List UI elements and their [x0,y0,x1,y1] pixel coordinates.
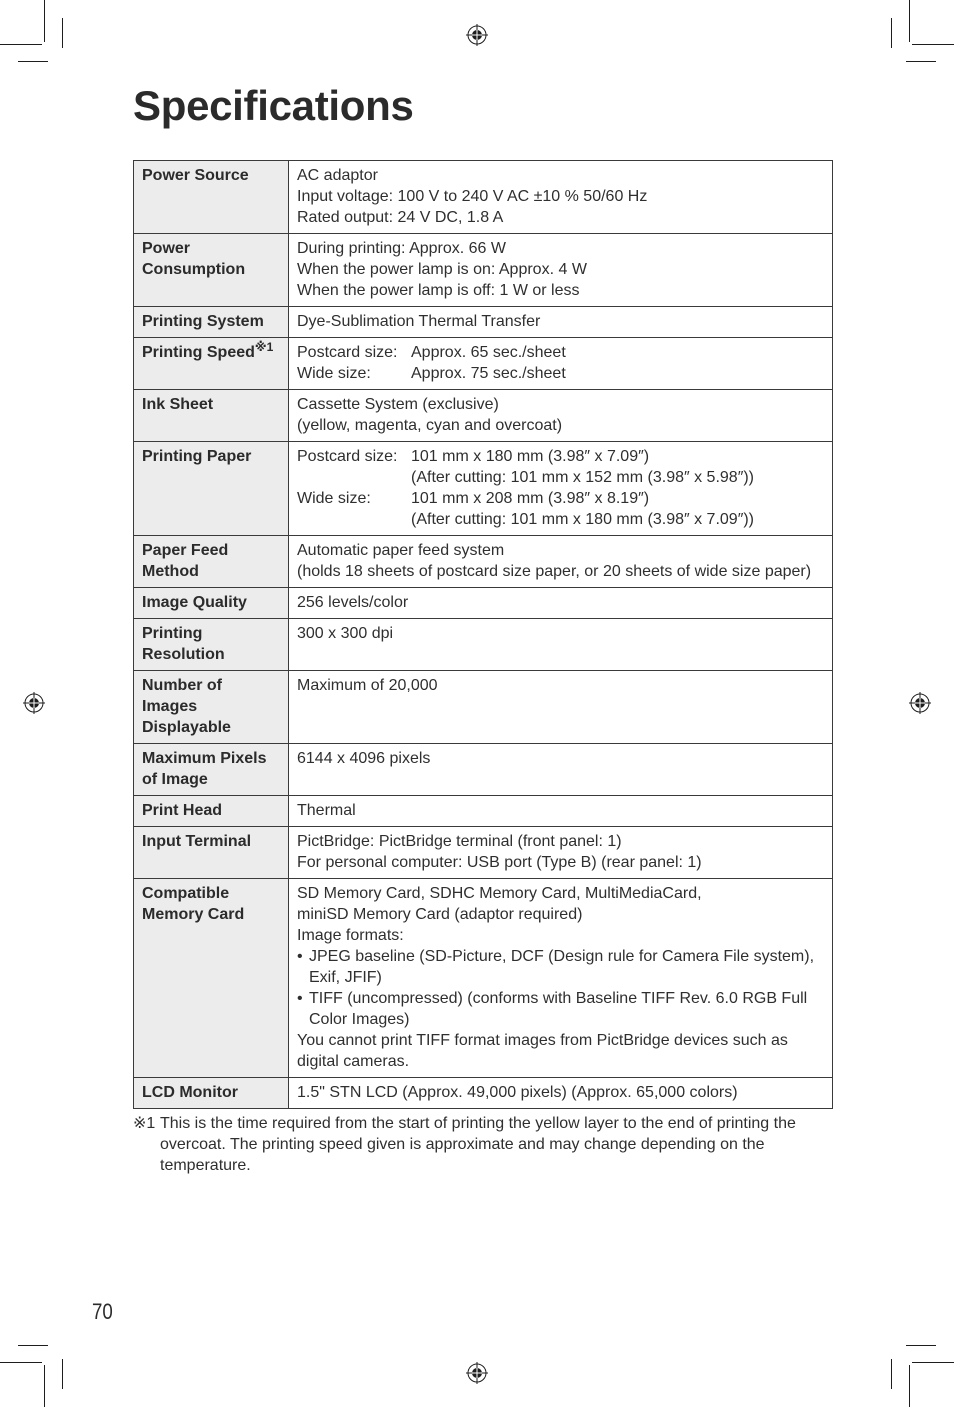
footnote [133,1113,833,1176]
registration-mark-icon [466,24,488,46]
crop-mark [62,18,63,48]
page-title: Specifications [133,82,414,129]
spec-label-text: Ink Sheet [142,396,214,413]
crop-mark [18,1345,48,1346]
spec-label-text: Printing Speed [142,344,255,361]
crop-mark [891,1359,892,1389]
spec-value-line: For personal computer: USB port (Type B) (rear panel: 1) [297,854,702,871]
spec-label [134,744,289,796]
spec-label-text: LCD Monitor [142,1084,238,1101]
spec-label-text: Paper Feed Method [142,542,229,580]
footnote-reference: ※1 [254,340,274,354]
table-row [134,619,833,671]
page-number: 70 [92,1299,113,1324]
spec-value-line: During printing: Approx. 66 W [297,240,506,257]
crop-mark [909,1365,910,1407]
spec-value [289,161,833,234]
spec-value [289,619,833,671]
footnote-mark: ※1 [133,1115,156,1132]
spec-label-text: Input Terminal [142,833,252,850]
spec-value [289,588,833,619]
list-item-text: TIFF (uncompressed) (conforms with Baseline TIFF Rev. 6.0 RGB Full Color Images) [309,990,808,1028]
table-row [134,390,833,442]
spec-label [134,588,289,619]
spec-label [134,879,289,1078]
spec-value-line: miniSD Memory Card (adaptor required) [297,906,583,923]
spec-label-text: Power Consumption [142,240,246,278]
table-row [134,796,833,827]
spec-value-line: Maximum of 20,000 [297,677,438,694]
spec-value-key: Wide size: [297,365,371,382]
table-row [134,1078,833,1109]
spec-value-pair [297,363,824,384]
spec-value [289,234,833,307]
spec-label-text: Power Source [142,167,249,184]
spec-label [134,234,289,307]
spec-value-key [297,509,411,530]
spec-label-text: Printing Resolution [142,625,225,663]
spec-value-line: 6144 x 4096 pixels [297,750,431,767]
spec-value-text: (After cutting: 101 mm x 152 mm (3.98″ x 5.98″)) [411,469,755,486]
list-item-text: JPEG baseline (SD-Picture, DCF (Design rule for Camera File system), Exif, JFIF) [309,948,815,986]
spec-value-line: 256 levels/color [297,594,409,611]
spec-label [134,827,289,879]
crop-mark [912,44,954,45]
spec-value [289,671,833,744]
spec-value-pair [297,509,824,530]
crop-mark [44,1365,45,1407]
spec-label-text: Number of Images Displayable [142,677,231,736]
spec-value-line: Image formats: [297,927,404,944]
footnote-text: This is the time required from the start of printing the yellow layer to the end of printing the overcoat. The printing speed given is approximate and may change depending on the temperature. [160,1115,796,1174]
crop-mark [909,0,910,42]
spec-value [289,879,833,1078]
specifications-table-body [134,161,833,1109]
table-row [134,536,833,588]
spec-label [134,442,289,536]
spec-label [134,1078,289,1109]
spec-label [134,536,289,588]
spec-value-line: SD Memory Card, SDHC Memory Card, MultiMediaCard, [297,885,702,902]
list-item [297,946,824,988]
spec-value [289,796,833,827]
table-row [134,827,833,879]
spec-value-line: 300 x 300 dpi [297,625,394,642]
spec-label-text: Image Quality [142,594,247,611]
table-row [134,442,833,536]
table-row [134,161,833,234]
spec-value-line: You cannot print TIFF format images from PictBridge devices such as digital cameras. [297,1032,788,1070]
spec-value-text: (After cutting: 101 mm x 180 mm (3.98″ x 7.09″)) [411,511,755,528]
crop-mark [906,1345,936,1346]
table-row [134,307,833,338]
spec-label [134,671,289,744]
spec-label [134,619,289,671]
spec-value-line: (yellow, magenta, cyan and overcoat) [297,417,563,434]
spec-value [289,536,833,588]
spec-label [134,338,289,390]
spec-label-text: Printing Paper [142,448,252,465]
spec-label [134,307,289,338]
spec-label [134,390,289,442]
spec-value-line: Rated output: 24 V DC, 1.8 A [297,209,504,226]
spec-value-pair [297,446,824,467]
crop-mark [18,61,48,62]
spec-value-line: 1.5" STN LCD (Approx. 49,000 pixels) (Approx. 65,000 colors) [297,1084,738,1101]
registration-mark-icon [466,1362,488,1384]
registration-mark-icon [23,692,45,714]
spec-value-line: AC adaptor [297,167,378,184]
crop-mark [0,44,42,45]
spec-label [134,796,289,827]
spec-value-line: Dye-Sublimation Thermal Transfer [297,313,541,330]
spec-value-key: Wide size: [297,490,371,507]
spec-label-text: Print Head [142,802,223,819]
spec-value-key: Postcard size: [297,344,398,361]
spec-value-line: When the power lamp is off: 1 W or less [297,282,580,299]
bullet-icon: • [297,948,303,965]
spec-value-line: PictBridge: PictBridge terminal (front panel: 1) [297,833,622,850]
table-row [134,338,833,390]
specifications-table [133,160,833,1109]
spec-label [134,161,289,234]
spec-value-text: Approx. 75 sec./sheet [411,365,566,382]
spec-value [289,827,833,879]
spec-value-line: Cassette System (exclusive) [297,396,499,413]
spec-value [289,442,833,536]
spec-value [289,1078,833,1109]
spec-label-text: Printing System [142,313,264,330]
table-row [134,234,833,307]
registration-mark-icon [909,692,931,714]
crop-mark [906,61,936,62]
spec-value-line: (holds 18 sheets of postcard size paper, or 20 sheets of wide size paper) [297,563,812,580]
spec-value-pair [297,467,824,488]
list-item [297,988,824,1030]
spec-value-key: Postcard size: [297,448,398,465]
spec-value [289,307,833,338]
crop-mark [912,1362,954,1363]
bullet-icon: • [297,990,303,1007]
crop-mark [62,1359,63,1389]
table-row [134,588,833,619]
spec-value-text: 101 mm x 208 mm (3.98″ x 8.19″) [411,490,650,507]
crop-mark [891,18,892,48]
spec-value-pair [297,342,824,363]
crop-mark [44,0,45,42]
table-row [134,744,833,796]
spec-label-text: Maximum Pixels of Image [142,750,267,788]
spec-label-text: Compatible Memory Card [142,885,245,923]
spec-value [289,338,833,390]
crop-mark [0,1362,42,1363]
spec-value-text: Approx. 65 sec./sheet [411,344,566,361]
spec-value-key [297,467,411,488]
table-row [134,879,833,1078]
spec-value-pair [297,488,824,509]
spec-value-line: When the power lamp is on: Approx. 4 W [297,261,587,278]
spec-value-line: Thermal [297,802,356,819]
spec-value [289,744,833,796]
spec-value [289,390,833,442]
spec-value-line: Automatic paper feed system [297,542,505,559]
spec-value-text: 101 mm x 180 mm (3.98″ x 7.09″) [411,448,650,465]
spec-value-line: Input voltage: 100 V to 240 V AC ±10 % 50/60 Hz [297,188,648,205]
table-row [134,671,833,744]
